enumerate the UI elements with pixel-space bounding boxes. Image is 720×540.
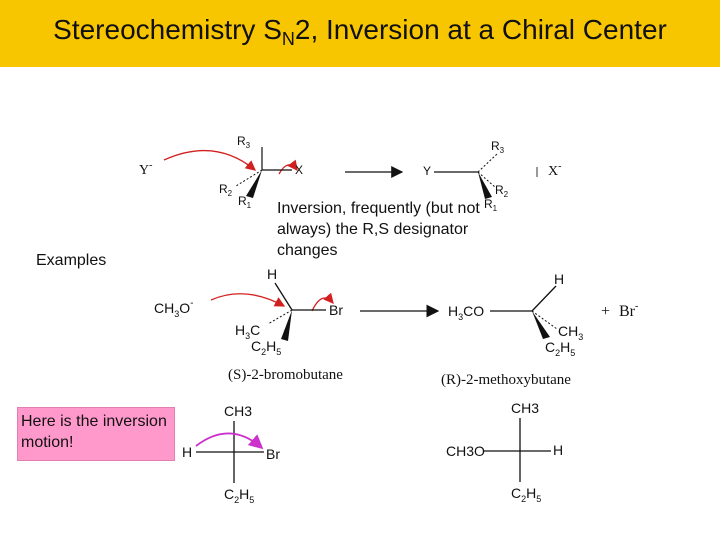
product-ch3-label: $CH_3$ [558,323,584,342]
wedge-r1-product [478,172,492,199]
leaving-ion-label: X- [548,161,562,179]
reactant-name: (S)-2-bromobutane [228,367,343,383]
ethyl-label: $C_2H_5$ [251,338,282,357]
product-h-label: H [554,271,565,287]
product-ethyl-label: $C_2H_5$ [545,339,576,358]
attack-arrow [164,151,255,170]
bromide-label: Br- [619,301,639,320]
product-r1-label: $R_1$ [484,197,498,213]
r2-label: $R_2$ [219,182,233,198]
inversion-note: Inversion, frequently (but not always) the R,S designator changes [277,200,480,259]
product-y-label: Y [423,164,432,178]
fischer-top: CH3 [224,403,253,419]
inversion-motion-arrow [196,433,262,448]
product-r3-label: $R_3$ [491,139,505,155]
examples-label: Examples [36,252,107,269]
page-title: Stereochemistry $S_N2$, Inversion at a Chiral Center [53,14,667,49]
wedge-ethyl-product [532,311,550,339]
example-h-label: H [267,266,278,282]
product-r2-label: $R_2$ [495,183,509,199]
br-label: Br [329,302,343,318]
x-label: X [295,163,304,177]
product-name: (R)-2-methoxybutane [441,372,571,388]
wedge-r1 [246,170,262,198]
example-reaction [154,266,638,388]
fischer-right: Br [266,446,280,462]
r3-label: $R_3$ [237,134,251,150]
inversion-motion-text: Here is the inversion motion! [21,413,167,451]
fischer-projections [182,400,563,505]
fischer-left: H [182,444,193,460]
product-fischer-left: CH3O [446,443,485,459]
example-plus: + [601,303,611,320]
r1-label: $R_1$ [238,194,252,210]
example-attack-arrow [211,294,284,306]
product-fischer-bottom: $C_2H_5$ [511,485,542,504]
general-scheme [139,134,561,213]
methoxide-label: $CH_3O^-$ [154,298,194,319]
product-fischer-top: CH3 [511,400,540,416]
product-fischer-right: H [553,442,564,458]
nucleophile-label: Y- [139,160,153,178]
bond-h-product [532,286,556,311]
ch3-left-label: $H_3C$ [235,322,261,341]
dash-r3 [478,154,497,172]
wedge-ethyl [281,310,292,341]
fischer-bottom: $C_2H_5$ [224,486,255,505]
product-o-label: $H_3CO$ [448,303,485,322]
